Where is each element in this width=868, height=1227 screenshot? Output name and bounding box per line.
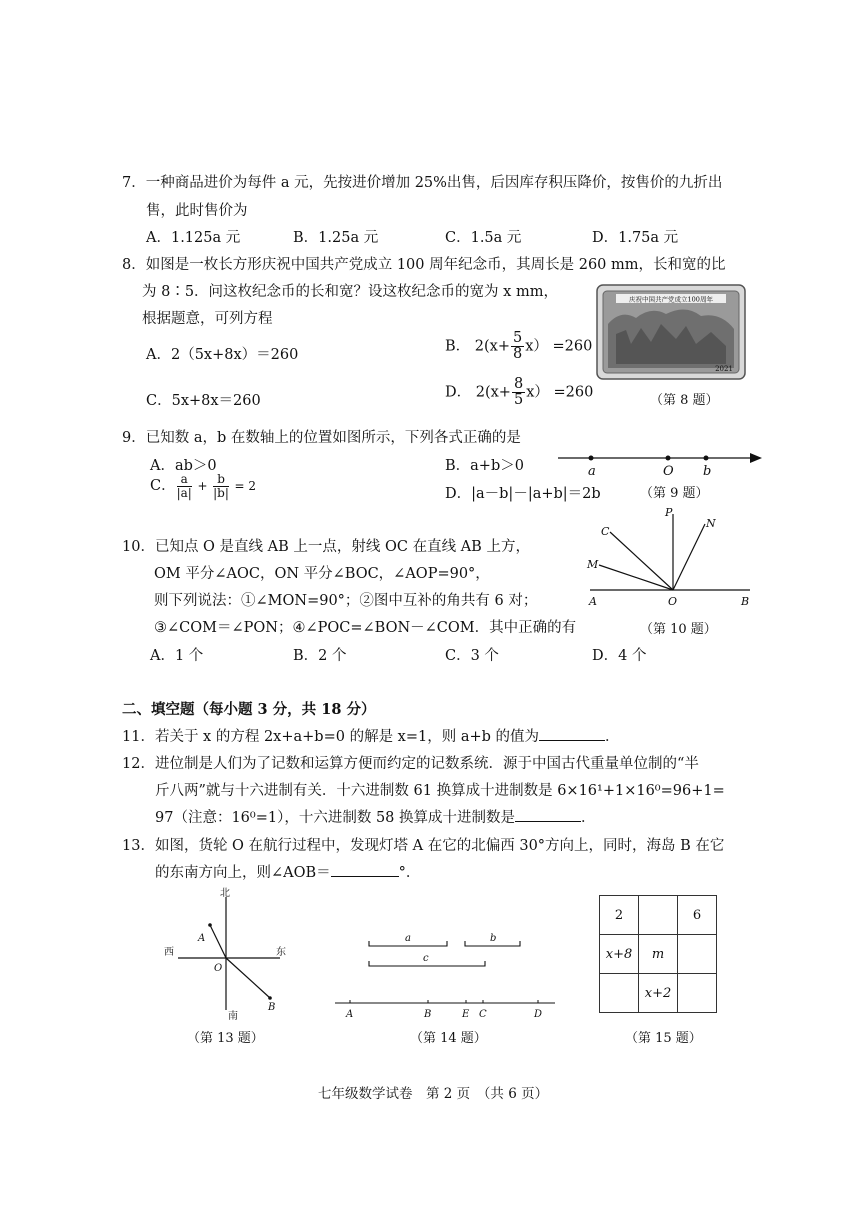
q10-label-o: O <box>668 595 678 608</box>
q8-option-c: C．5x+8x＝260 <box>146 393 261 409</box>
grid-cell <box>600 974 639 1013</box>
q12-line1: 12．进位制是人们为了记数和运算方便而约定的记数系统．源于中国古代重量单位制的“半 <box>122 756 699 772</box>
q8-caption: （第 8 题） <box>650 393 719 408</box>
q10-stem-line2: OM 平分∠AOC，ON 平分∠BOC，∠AOP=90°， <box>154 566 490 582</box>
q13-label-o: O <box>214 963 223 974</box>
q14-label-point-e: E <box>462 1009 470 1020</box>
q10-label-n: N <box>706 517 716 530</box>
grid-cell <box>678 974 717 1013</box>
q12-line2: 斤八两”就与十六进制有关．十六进制数 61 换算成十进制数是 6×16¹+1×16⁰=96+1= <box>155 783 725 799</box>
q13-line1: 13．如图，货轮 O 在航行过程中，发现灯塔 A 在它的北偏西 30°方向上，同时，海岛 B 在它 <box>122 838 725 854</box>
q14-label-point-c: C <box>479 1009 487 1020</box>
q13-label-east: 东 <box>276 947 286 958</box>
q7-stem-line2: 售，此时售价为 <box>146 203 248 219</box>
q9-number-line <box>556 446 766 480</box>
q10-option-a: A．1 个 <box>150 648 204 664</box>
q10-label-a: A <box>589 595 597 608</box>
grid-cell <box>639 896 678 935</box>
section-2-title: 二、填空题（每小题 3 分，共 18 分） <box>122 701 376 718</box>
q9-option-c: C． $\frac{a}{|a|}$ + $\frac{b}{|b|}$ = 2 <box>150 472 257 500</box>
q9-option-b: B．a+b＞0 <box>445 458 524 474</box>
q10-angle-figure <box>585 502 760 612</box>
q8-option-b: B． 2(x+ $\frac{5}{8}$ x） =260 <box>445 330 593 363</box>
q10-stem-line4: ③∠COM＝∠PON；④∠POC=∠BON－∠COM．其中正确的有 <box>154 620 577 636</box>
q10-option-b: B．2 个 <box>293 648 347 664</box>
q10-label-b: B <box>741 595 750 608</box>
q8-stem-line3: 根据题意，可列方程 <box>142 311 273 327</box>
q7-option-c: C．1.5a 元 <box>445 230 522 246</box>
q7-option-a: A．1.125a 元 <box>146 230 241 246</box>
q14-caption: （第 14 题） <box>410 1031 487 1046</box>
grid-cell: 6 <box>678 896 717 935</box>
page-footer: 七年级数学试卷 第 2 页 （共 6 页） <box>318 1086 549 1102</box>
q9-option-a: A．ab＞0 <box>150 458 217 474</box>
q13-line2: 的东南方向上，则∠AOB＝ °． <box>155 865 421 881</box>
q12-answer-blank[interactable] <box>515 821 581 822</box>
q9-label-b: b <box>703 464 712 479</box>
grid-cell: x+2 <box>639 974 678 1013</box>
q11-text: 11．若关于 x 的方程 2x+a+b=0 的解是 x=1，则 a+b 的值为 ． <box>122 729 620 745</box>
grid-cell: m <box>639 935 678 974</box>
q13-label-north: 北 <box>220 888 230 899</box>
q9-stem: 9．已知数 a，b 在数轴上的位置如图所示，下列各式正确的是 <box>122 430 521 446</box>
q10-label-c: C <box>601 525 610 538</box>
grid-cell: 2 <box>600 896 639 935</box>
q8-stem-line1: 8．如图是一枚长方形庆祝中国共产党成立 100 周年纪念币，其周长是 260 mm，长和宽的比 <box>122 257 726 273</box>
q14-label-a: a <box>405 933 411 944</box>
q13-label-a: A <box>198 933 206 944</box>
q13-label-west: 西 <box>164 947 174 958</box>
q10-caption: （第 10 题） <box>640 622 717 637</box>
q8-stem-line2: 为 8∶5．问这枚纪念币的长和宽？设这枚纪念币的宽为 x mm， <box>142 284 558 300</box>
q9-label-a: a <box>588 464 596 479</box>
q10-label-m: M <box>587 558 599 571</box>
q9-label-o: O <box>663 464 674 479</box>
q13-label-south: 南 <box>228 1011 238 1020</box>
q10-label-p: P <box>665 506 673 519</box>
q13-caption: （第 13 题） <box>187 1031 264 1046</box>
grid-cell <box>678 935 717 974</box>
q14-label-point-b: B <box>424 1009 432 1020</box>
commemorative-coin-image <box>596 284 746 380</box>
q14-segments-figure <box>333 925 558 1020</box>
q15-caption: （第 15 题） <box>625 1031 702 1046</box>
q14-label-c: c <box>423 953 429 964</box>
q10-option-c: C．3 个 <box>445 648 499 664</box>
q9-caption: （第 9 题） <box>640 486 709 501</box>
coin-year: 2021 <box>715 365 733 373</box>
q13-label-b: B <box>268 1002 276 1013</box>
q13-answer-blank[interactable] <box>331 876 399 877</box>
q13-compass-figure <box>160 885 290 1020</box>
q9-option-d: D．|a－b|－|a+b|＝2b <box>445 486 601 502</box>
q7-option-d: D．1.75a 元 <box>592 230 679 246</box>
q15-magic-grid <box>599 895 717 1013</box>
q14-label-b: b <box>490 933 497 944</box>
q8-option-d: D． 2(x+ $\frac{8}{5}$ x） =260 <box>445 376 594 409</box>
q8-option-a: A．2（5x+8x）＝260 <box>146 347 299 363</box>
q12-line3: 97（注意：16⁰=1），十六进制数 58 换算成十进制数是 ． <box>155 810 596 826</box>
q14-label-point-a: A <box>346 1009 354 1020</box>
q10-stem-line1: 10．已知点 O 是直线 AB 上一点，射线 OC 在直线 AB 上方， <box>122 539 530 555</box>
coin-inscription: 庆祝中国共产党成立100周年 <box>629 295 713 304</box>
q7-stem-line1: 7．一种商品进价为每件 a 元，先按进价增加 25%出售，后因库存积压降价，按售价的九折出 <box>122 175 723 191</box>
q10-option-d: D．4 个 <box>592 648 647 664</box>
q7-option-b: B．1.25a 元 <box>293 230 379 246</box>
q14-label-point-d: D <box>534 1009 543 1020</box>
q10-stem-line3: 则下列说法：①∠MON=90°；②图中互补的角共有 6 对； <box>154 593 538 609</box>
grid-cell: x+8 <box>600 935 639 974</box>
q11-answer-blank[interactable] <box>539 740 605 741</box>
